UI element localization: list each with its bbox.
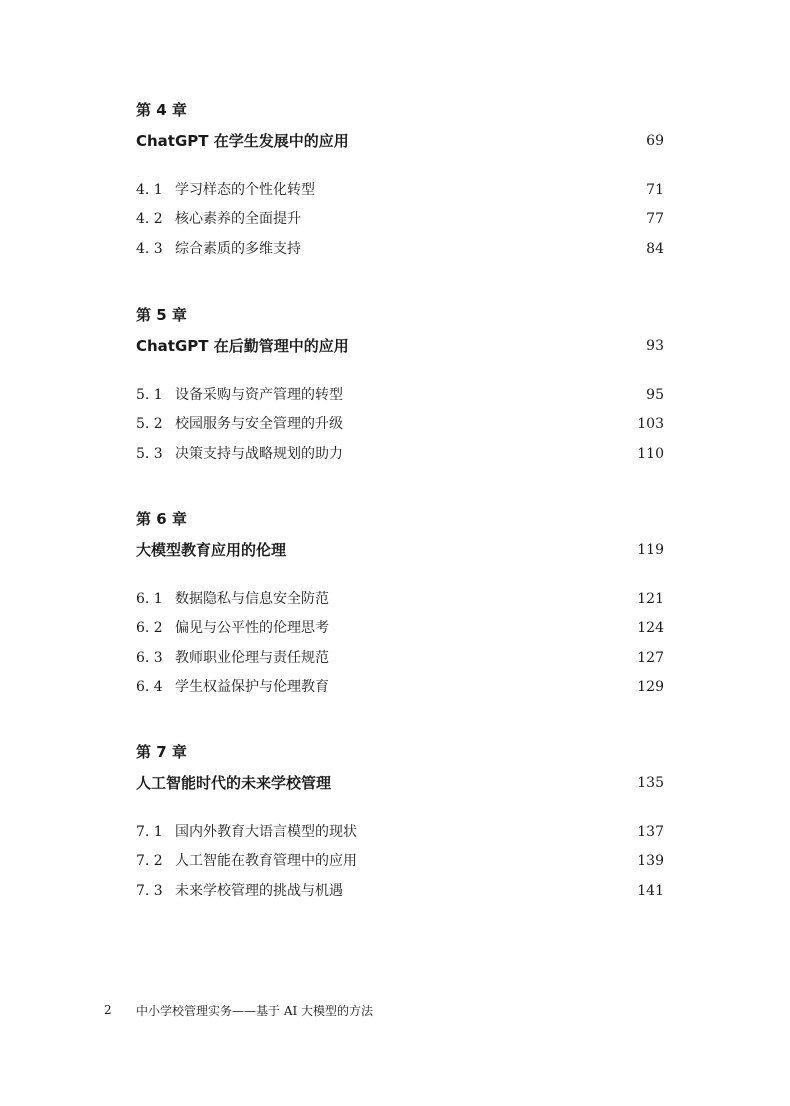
chapter-7 [136, 741, 664, 906]
section-title: 人工智能在教育管理中的应用 [175, 853, 357, 870]
section-number: 5. 1 [136, 387, 163, 403]
chapter-6 [136, 508, 664, 702]
section-title: 核心素养的全面提升 [175, 211, 301, 228]
section-entry[interactable] [136, 877, 664, 906]
section-entry[interactable] [136, 176, 664, 205]
section-entry[interactable] [136, 818, 664, 847]
chapter-label: 第 4 章 [136, 101, 187, 119]
chapter-label: 第 6 章 [136, 510, 187, 528]
chapter-label: 第 5 章 [136, 306, 187, 324]
section-number: 6. 1 [136, 591, 163, 607]
section-page-number: 84 [646, 240, 664, 257]
section-page-number: 121 [637, 591, 664, 607]
section-number: 6. 4 [136, 678, 163, 695]
chapter-5 [136, 304, 664, 469]
section-list [136, 818, 664, 906]
footer-book-title: 中小学校管理实务——基于 AI 大模型的方法 [136, 1003, 374, 1018]
section-number: 4. 1 [136, 182, 163, 198]
section-page-number: 139 [637, 853, 664, 870]
section-title: 教师职业伦理与责任规范 [175, 649, 329, 666]
section-page-number: 124 [637, 620, 664, 637]
section-number: 4. 2 [136, 211, 163, 228]
section-number: 7. 2 [136, 853, 163, 870]
section-title: 学生权益保护与伦理教育 [175, 678, 329, 695]
chapter-title: 人工智能时代的未来学校管理 [136, 774, 332, 792]
section-title: 学习样态的个性化转型 [175, 182, 315, 198]
section-page-number: 77 [646, 211, 664, 228]
chapter-title-row[interactable] [136, 129, 664, 153]
section-title: 偏见与公平性的伦理思考 [175, 620, 329, 637]
chapter-page-number: 69 [646, 133, 664, 149]
section-entry[interactable] [136, 614, 664, 643]
chapter-title: ChatGPT 在后勤管理中的应用 [136, 337, 349, 355]
section-title: 数据隐私与信息安全防范 [175, 591, 329, 607]
section-title: 未来学校管理的挑战与机遇 [175, 882, 343, 899]
chapter-title-row[interactable] [136, 771, 664, 795]
section-list [136, 176, 664, 264]
section-entry[interactable] [136, 644, 664, 673]
chapter-title-row[interactable] [136, 334, 664, 358]
section-entry[interactable] [136, 673, 664, 702]
section-page-number: 110 [637, 445, 664, 462]
chapter-title: ChatGPT 在学生发展中的应用 [136, 132, 349, 150]
section-entry[interactable] [136, 235, 664, 264]
chapter-page-number: 93 [646, 338, 664, 354]
chapter-4 [136, 99, 664, 264]
section-page-number: 141 [637, 882, 664, 899]
section-list [136, 585, 664, 702]
footer-page-number: 2 [104, 1003, 112, 1017]
section-entry[interactable] [136, 585, 664, 614]
section-list [136, 381, 664, 469]
section-title: 校园服务与安全管理的升级 [175, 416, 343, 433]
section-entry[interactable] [136, 440, 664, 469]
section-page-number: 71 [646, 182, 664, 198]
chapter-title: 大模型教育应用的伦理 [136, 541, 287, 559]
section-entry[interactable] [136, 205, 664, 234]
section-title: 决策支持与战略规划的助力 [175, 445, 343, 462]
section-number: 5. 3 [136, 445, 163, 462]
section-page-number: 127 [637, 649, 664, 666]
section-title: 设备采购与资产管理的转型 [175, 387, 343, 403]
page-footer [104, 1000, 373, 1020]
chapter-label: 第 7 章 [136, 743, 187, 761]
section-title: 国内外教育大语言模型的现状 [175, 824, 357, 840]
section-number: 7. 1 [136, 824, 163, 840]
section-page-number: 129 [637, 678, 664, 695]
section-number: 6. 3 [136, 649, 163, 666]
section-entry[interactable] [136, 410, 664, 439]
section-entry[interactable] [136, 847, 664, 876]
section-number: 4. 3 [136, 240, 163, 257]
section-number: 5. 2 [136, 416, 163, 433]
chapter-page-number: 135 [637, 775, 664, 791]
chapter-page-number: 119 [637, 542, 664, 558]
section-title: 综合素质的多维支持 [175, 240, 301, 257]
section-number: 7. 3 [136, 882, 163, 899]
section-entry[interactable] [136, 381, 664, 410]
section-page-number: 137 [637, 824, 664, 840]
section-page-number: 103 [637, 416, 664, 433]
chapter-title-row[interactable] [136, 538, 664, 562]
section-number: 6. 2 [136, 620, 163, 637]
section-page-number: 95 [646, 387, 664, 403]
